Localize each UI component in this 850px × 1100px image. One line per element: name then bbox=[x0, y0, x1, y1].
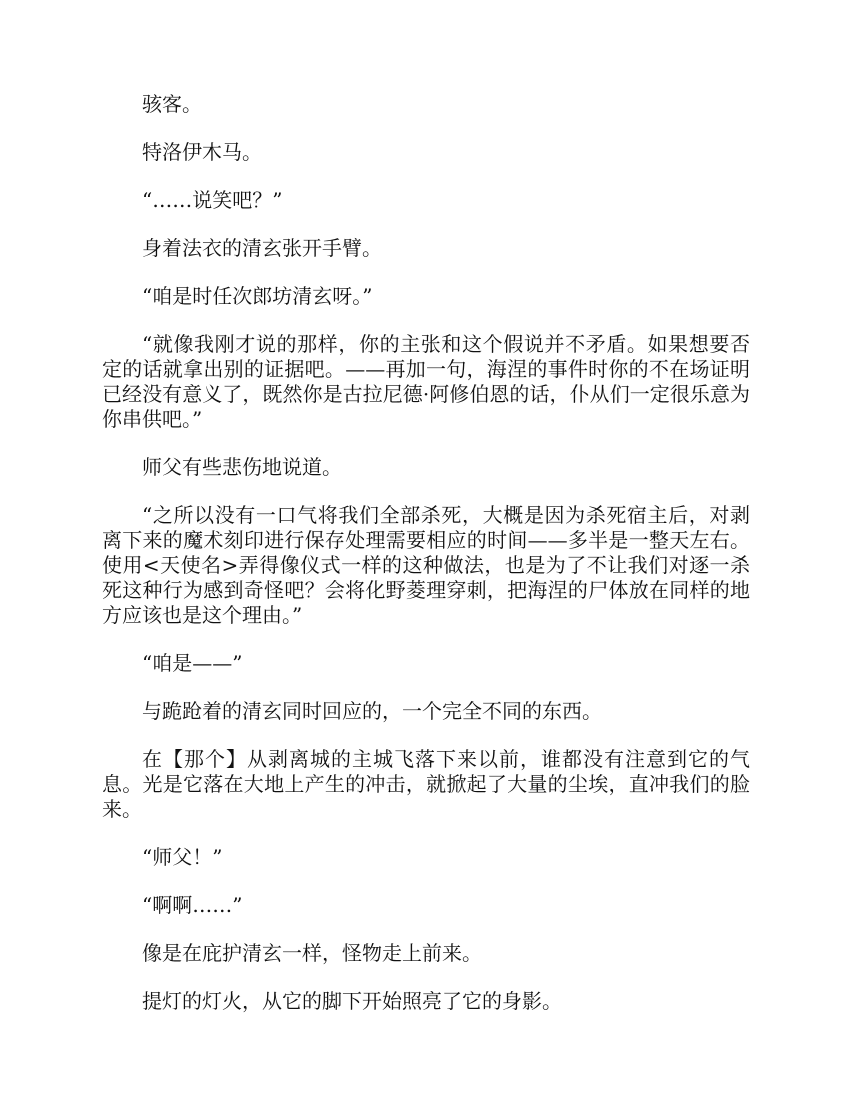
paragraph: “……说笑吧？” bbox=[142, 188, 283, 212]
paragraph: 师父有些悲伤地说道。 bbox=[142, 455, 342, 479]
paragraph: 在【那个】从剥离城的主城飞落下来以前，谁都没有注意到它的气息。光是它落在大地上产生的冲击，就掀起了大量的尘埃，直冲我们的脸来。 bbox=[102, 747, 750, 821]
paragraph: “咱是时任次郎坊清玄呀。” bbox=[142, 284, 373, 308]
paragraph: “就像我刚才说的那样，你的主张和这个假说并不矛盾。如果想要否定的话就拿出别的证据吧。——再加一句，海涅的事件时你的不在场证明已经没有意义了，既然你是古拉尼德·阿修伯恩的话，仆从们一定很乐意为你串供吧。” bbox=[102, 332, 750, 431]
paragraph: 身着法衣的清玄张开手臂。 bbox=[142, 236, 382, 260]
paragraph: 提灯的灯火，从它的脚下开始照亮了它的身影。 bbox=[142, 989, 562, 1013]
paragraph: 像是在庇护清玄一样，怪物走上前来。 bbox=[142, 941, 482, 965]
paragraph: 特洛伊木马。 bbox=[142, 140, 262, 164]
paragraph: 与跪跄着的清玄同时回应的，一个完全不同的东西。 bbox=[142, 699, 602, 723]
paragraph: “啊啊……” bbox=[142, 893, 243, 917]
paragraph: “师父！” bbox=[142, 845, 223, 869]
document-body bbox=[102, 92, 750, 1037]
paragraph: 骇客。 bbox=[142, 92, 202, 116]
paragraph: “咱是——” bbox=[142, 651, 243, 675]
paragraph: “之所以没有一口气将我们全部杀死，大概是因为杀死宿主后，对剥离下来的魔术刻印进行保存处理需要相应的时间——多半是一整天左右。使用<天使名>弄得像仪式一样的这种做法，也是为了不让我们对逐一杀死这种行为感到奇怪吧？会将化野菱理穿刺，把海涅的尸体放在同样的地方应该也是这个理由。” bbox=[102, 503, 750, 627]
